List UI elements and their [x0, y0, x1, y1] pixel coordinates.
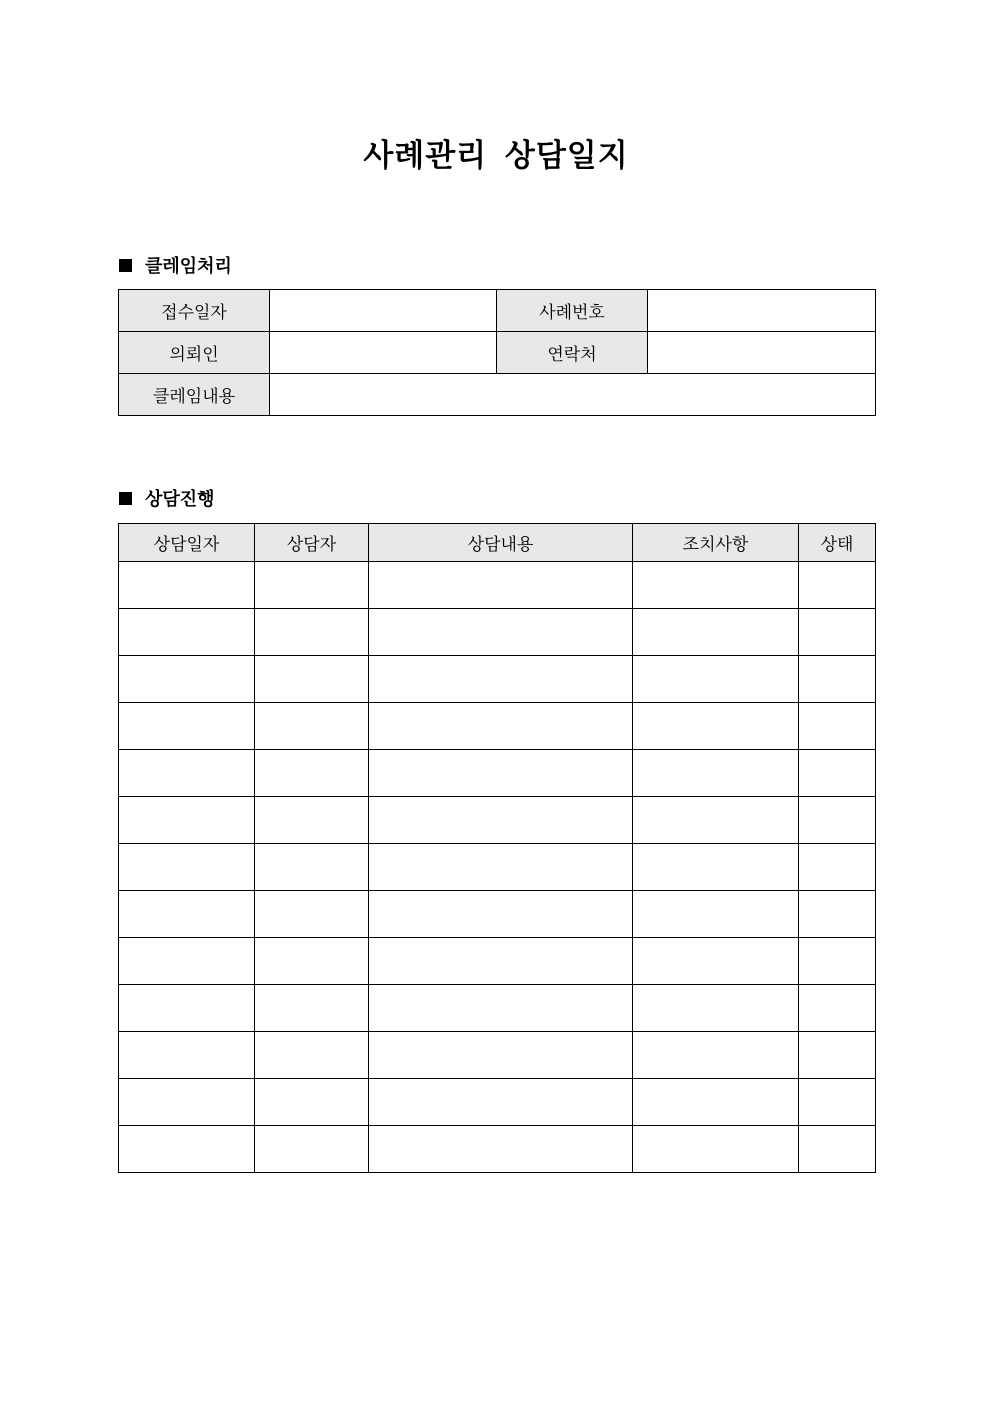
case-number-field[interactable] [648, 290, 876, 332]
action-cell[interactable] [633, 1032, 799, 1079]
progress-table [118, 523, 876, 1173]
content-cell[interactable] [369, 609, 633, 656]
column-header-counselor: 상담자 [255, 524, 369, 562]
receipt-date-field[interactable] [270, 290, 497, 332]
column-header-status: 상태 [799, 524, 876, 562]
content-cell[interactable] [369, 562, 633, 609]
counselor-cell[interactable] [255, 844, 369, 891]
date-cell[interactable] [119, 562, 255, 609]
action-cell[interactable] [633, 562, 799, 609]
date-cell[interactable] [119, 797, 255, 844]
date-cell[interactable] [119, 1126, 255, 1173]
status-cell[interactable] [799, 985, 876, 1032]
date-cell[interactable] [119, 844, 255, 891]
status-cell[interactable] [799, 703, 876, 750]
square-bullet-icon [119, 492, 132, 505]
content-cell[interactable] [369, 985, 633, 1032]
table-row [119, 1079, 876, 1126]
claim-row [119, 374, 876, 416]
action-cell[interactable] [633, 985, 799, 1032]
content-cell[interactable] [369, 750, 633, 797]
status-cell[interactable] [799, 609, 876, 656]
claim-section-heading [119, 251, 232, 279]
claim-section-title: 클레임처리 [145, 256, 232, 277]
status-cell[interactable] [799, 656, 876, 703]
contact-label: 연락처 [497, 332, 648, 374]
counselor-cell[interactable] [255, 891, 369, 938]
date-cell[interactable] [119, 938, 255, 985]
table-row [119, 797, 876, 844]
claim-row [119, 332, 876, 374]
contact-field[interactable] [648, 332, 876, 374]
status-cell[interactable] [799, 844, 876, 891]
counselor-cell[interactable] [255, 938, 369, 985]
counselor-cell[interactable] [255, 985, 369, 1032]
column-header-content: 상담내용 [369, 524, 633, 562]
action-cell[interactable] [633, 844, 799, 891]
content-cell[interactable] [369, 844, 633, 891]
content-cell[interactable] [369, 797, 633, 844]
status-cell[interactable] [799, 750, 876, 797]
table-row [119, 750, 876, 797]
table-row [119, 562, 876, 609]
counselor-cell[interactable] [255, 562, 369, 609]
page-title: 사례관리 상담일지 [363, 138, 629, 174]
claim-row [119, 290, 876, 332]
date-cell[interactable] [119, 891, 255, 938]
table-header-row [119, 524, 876, 562]
counselor-cell[interactable] [255, 1126, 369, 1173]
column-header-action: 조치사항 [633, 524, 799, 562]
table-row [119, 938, 876, 985]
table-row [119, 891, 876, 938]
status-cell[interactable] [799, 797, 876, 844]
action-cell[interactable] [633, 797, 799, 844]
counselor-cell[interactable] [255, 656, 369, 703]
action-cell[interactable] [633, 938, 799, 985]
content-cell[interactable] [369, 703, 633, 750]
table-row [119, 656, 876, 703]
content-cell[interactable] [369, 656, 633, 703]
counselor-cell[interactable] [255, 609, 369, 656]
action-cell[interactable] [633, 609, 799, 656]
claim-content-label: 클레임내용 [119, 374, 270, 416]
progress-table-body [119, 562, 876, 1173]
date-cell[interactable] [119, 609, 255, 656]
status-cell[interactable] [799, 1079, 876, 1126]
counselor-cell[interactable] [255, 703, 369, 750]
counselor-cell[interactable] [255, 750, 369, 797]
date-cell[interactable] [119, 656, 255, 703]
status-cell[interactable] [799, 938, 876, 985]
square-bullet-icon [119, 259, 132, 272]
counselor-cell[interactable] [255, 797, 369, 844]
table-row [119, 609, 876, 656]
claim-table [118, 289, 876, 416]
status-cell[interactable] [799, 891, 876, 938]
receipt-date-label: 접수일자 [119, 290, 270, 332]
status-cell[interactable] [799, 1032, 876, 1079]
content-cell[interactable] [369, 1079, 633, 1126]
case-number-label: 사례번호 [497, 290, 648, 332]
content-cell[interactable] [369, 891, 633, 938]
client-field[interactable] [270, 332, 497, 374]
status-cell[interactable] [799, 1126, 876, 1173]
content-cell[interactable] [369, 1032, 633, 1079]
content-cell[interactable] [369, 1126, 633, 1173]
progress-section-title: 상담진행 [145, 489, 215, 510]
client-label: 의뢰인 [119, 332, 270, 374]
table-row [119, 985, 876, 1032]
action-cell[interactable] [633, 750, 799, 797]
column-header-date: 상담일자 [119, 524, 255, 562]
date-cell[interactable] [119, 1079, 255, 1126]
claim-content-field[interactable] [270, 374, 876, 416]
action-cell[interactable] [633, 891, 799, 938]
status-cell[interactable] [799, 562, 876, 609]
progress-section-heading [119, 484, 215, 512]
date-cell[interactable] [119, 703, 255, 750]
action-cell[interactable] [633, 703, 799, 750]
table-row [119, 844, 876, 891]
date-cell[interactable] [119, 985, 255, 1032]
content-cell[interactable] [369, 938, 633, 985]
date-cell[interactable] [119, 1032, 255, 1079]
action-cell[interactable] [633, 656, 799, 703]
counselor-cell[interactable] [255, 1032, 369, 1079]
table-row [119, 1032, 876, 1079]
action-cell[interactable] [633, 1126, 799, 1173]
date-cell[interactable] [119, 750, 255, 797]
table-row [119, 1126, 876, 1173]
action-cell[interactable] [633, 1079, 799, 1126]
counselor-cell[interactable] [255, 1079, 369, 1126]
table-row [119, 703, 876, 750]
